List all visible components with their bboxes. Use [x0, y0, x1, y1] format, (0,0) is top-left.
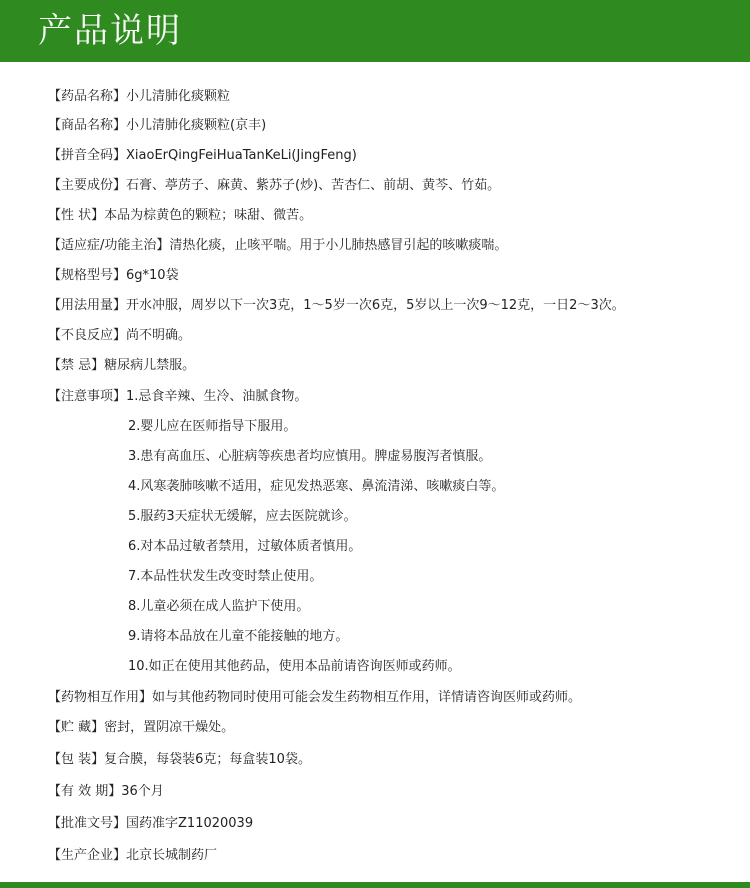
field-label: 【药物相互作用】 — [48, 690, 153, 705]
field-appearance — [48, 206, 312, 226]
field-value: 如与其他药物同时使用可能会发生药物相互作用，详情请咨询医师或药师。 — [152, 690, 582, 705]
field-label: 【商品名称】 — [48, 118, 127, 133]
precaution-item: 3.患有高血压、心脏病等疾患者均应慎用。脾虚易腹泻者慎服。 — [128, 449, 492, 464]
field-adverse-reactions — [48, 326, 191, 346]
field-label: 【拼音全码】 — [48, 148, 127, 163]
field-trade-name — [48, 116, 266, 136]
field-ingredients — [48, 176, 500, 196]
field-drug-name — [48, 87, 230, 107]
field-label: 【生产企业】 — [48, 848, 127, 863]
field-manufacturer — [48, 846, 217, 866]
field-dosage — [48, 296, 625, 316]
precaution-item: 9.请将本品放在儿童不能接触的地方。 — [128, 629, 349, 644]
field-value: 开水冲服，周岁以下一次3克，1～5岁一次6克，5岁以上一次9～12克，一日2～3次。 — [126, 298, 625, 313]
field-value: 36个月 — [121, 784, 164, 799]
precaution-item: 6.对本品过敏者禁用，过敏体质者慎用。 — [128, 539, 362, 554]
field-value: 清热化痰，止咳平喘。用于小儿肺热感冒引起的咳嗽痰喘。 — [169, 238, 508, 253]
field-label: 【批准文号】 — [48, 816, 127, 831]
field-value: 小儿清肺化痰颗粒 — [126, 89, 231, 104]
field-value: 密封，置阴凉干燥处。 — [104, 720, 235, 735]
field-label: 【性 状】 — [48, 208, 105, 223]
field-value: 尚不明确。 — [126, 328, 192, 343]
field-expiry — [48, 782, 164, 802]
precaution-item: 2.婴儿应在医师指导下服用。 — [128, 419, 297, 434]
field-label: 【有 效 期】 — [48, 784, 122, 799]
field-label: 【药品名称】 — [48, 89, 127, 104]
precaution-item: 4.风寒袭肺咳嗽不适用，症见发热恶寒、鼻流清涕、咳嗽痰白等。 — [128, 479, 505, 494]
field-value: 国药准字Z11020039 — [126, 816, 254, 831]
footer-bar — [0, 882, 750, 888]
field-label: 【主要成份】 — [48, 178, 127, 193]
field-value: 本品为棕黄色的颗粒；味甜、微苦。 — [104, 208, 313, 223]
field-label: 【注意事项】 — [48, 389, 127, 404]
field-pinyin — [48, 146, 357, 166]
field-interactions — [48, 688, 581, 708]
precautions-section — [48, 387, 307, 407]
precaution-item: 7.本品性状发生改变时禁止使用。 — [128, 569, 323, 584]
field-contraindications — [48, 356, 195, 376]
field-value: 北京长城制药厂 — [126, 848, 218, 863]
field-label: 【包 装】 — [48, 752, 105, 767]
precaution-item: 10.如正在使用其他药品，使用本品前请咨询医师或药师。 — [128, 659, 461, 674]
field-approval-number — [48, 814, 253, 834]
field-label: 【贮 藏】 — [48, 720, 105, 735]
field-value: 糖尿病儿禁服。 — [104, 358, 196, 373]
page-title: 产品说明 — [38, 11, 182, 51]
precaution-item: 5.服药3天症状无缓解，应去医院就诊。 — [128, 509, 357, 524]
field-value: 6g*10袋 — [126, 268, 179, 283]
header-bar — [0, 0, 750, 62]
field-label: 【规格型号】 — [48, 268, 127, 283]
field-indications — [48, 236, 507, 256]
field-storage — [48, 718, 234, 738]
field-value: 复合膜，每袋装6克；每盒装10袋。 — [104, 752, 311, 767]
field-packaging — [48, 750, 311, 770]
precaution-item: 8.儿童必须在成人监护下使用。 — [128, 599, 310, 614]
field-label: 【适应症/功能主治】 — [48, 238, 170, 253]
field-value: 石膏、葶苈子、麻黄、紫苏子(炒)、苦杏仁、前胡、黄芩、竹茹。 — [126, 178, 501, 193]
field-label: 【禁 忌】 — [48, 358, 105, 373]
field-label: 【用法用量】 — [48, 298, 127, 313]
field-value: 小儿清肺化痰颗粒(京丰) — [126, 118, 267, 133]
field-value: XiaoErQingFeiHuaTanKeLi(JingFeng) — [126, 148, 357, 163]
precaution-item: 1.忌食辛辣、生冷、油腻食物。 — [126, 389, 308, 404]
field-specification — [48, 266, 179, 286]
field-label: 【不良反应】 — [48, 328, 127, 343]
